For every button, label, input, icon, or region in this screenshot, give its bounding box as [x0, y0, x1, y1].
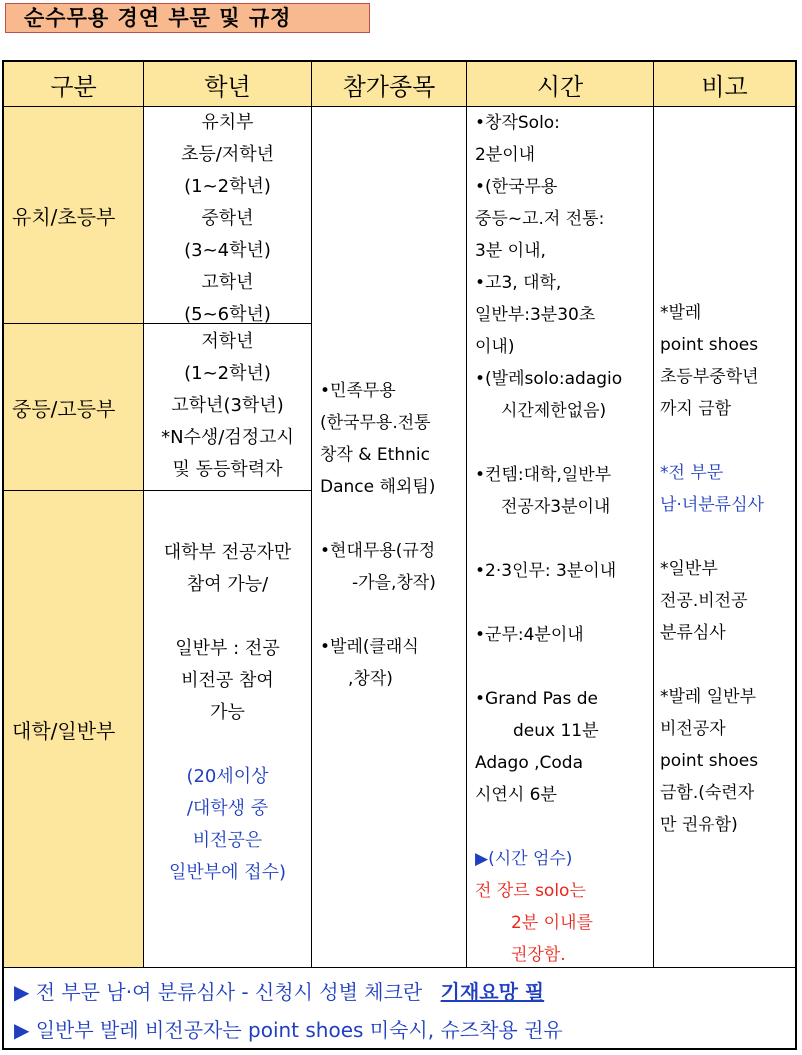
time-line: •군무:4분이내	[475, 625, 584, 645]
time-line: 중등~고.저 전통:	[475, 209, 605, 229]
grade-line	[144, 601, 311, 633]
grade-line: 유치부	[201, 112, 254, 133]
time-cell	[467, 107, 654, 968]
header-division: 구분	[4, 62, 144, 107]
note-required-emphasis: 기재요망 필	[440, 980, 545, 1004]
remark-line: 전공.비전공	[660, 591, 748, 611]
time-line	[475, 427, 653, 459]
time-line: 일반부:3분30초	[475, 305, 596, 325]
time-line: 전공자3분이내	[501, 497, 611, 517]
remark-line: 남·녀분류심사	[660, 495, 764, 515]
category-elementary: 유치/초등부	[4, 107, 144, 324]
events-cell	[312, 107, 467, 968]
grade-line: 일반부 : 전공	[175, 638, 280, 659]
header-remarks: 비고	[654, 62, 795, 107]
time-line: •(발레solo:adagio	[475, 369, 623, 389]
header-event: 참가종목	[312, 62, 467, 107]
note-pointe-shoes: ▶ 일반부 발레 비전공자는 point shoes 미숙시, 슈즈착용 권유	[14, 1018, 563, 1042]
time-strict-label: ▶(시간 엄수)	[475, 849, 573, 869]
time-line: •고3, 대학,	[475, 273, 562, 293]
time-line: deux 11분	[513, 721, 599, 741]
note-gender-text: ▶ 전 부문 남·여 분류심사 - 신청시 성별 체크란	[14, 980, 423, 1004]
remark-line: *일반부	[660, 559, 718, 579]
time-line: 3분 이내,	[475, 241, 546, 261]
grade-line: 대학부 전공자만	[163, 542, 292, 563]
grade-line: (5~6학년)	[184, 304, 271, 325]
header-time: 시간	[467, 62, 654, 107]
note-gender-review	[14, 976, 544, 1005]
grade-line: (1~2학년)	[184, 363, 271, 384]
grade-line: 및 동등학력자	[172, 459, 283, 480]
grade-secondary	[144, 324, 312, 491]
remark-line: 까지 금함	[660, 399, 732, 419]
remark-line: 비전공자	[660, 719, 726, 739]
grade-note-line: (20세이상	[186, 766, 269, 787]
time-recommend-line: 2분 이내를	[511, 913, 593, 933]
footer-notes	[2, 968, 797, 1050]
time-line: 2분이내	[475, 145, 536, 165]
time-line: •Grand Pas de	[475, 689, 598, 709]
grade-line: 가능	[210, 702, 245, 723]
grade-line: 고학년	[201, 272, 254, 293]
grade-line	[144, 729, 311, 761]
grade-line: 중학년	[201, 208, 254, 229]
grade-university	[144, 491, 312, 968]
time-line	[475, 651, 653, 683]
event-line: 창작 & Ethnic	[320, 445, 430, 465]
category-university: 대학/일반부	[4, 491, 144, 968]
event-line: Dance 해외팀)	[320, 477, 436, 497]
grade-note-line: 비전공은	[192, 830, 263, 851]
event-line: (한국무용.전통	[320, 413, 431, 433]
time-line: 이내)	[475, 337, 515, 357]
grade-elementary	[144, 107, 312, 324]
page-title: 순수무용 경연 부문 및 규정	[5, 3, 370, 33]
event-line	[320, 599, 466, 631]
remark-line: 만 권유함)	[660, 815, 738, 835]
header-grade: 학년	[144, 62, 312, 107]
time-line: •2·3인무: 3분이내	[475, 561, 617, 581]
time-line: 시연시 6분	[475, 785, 557, 805]
grade-line: (3~4학년)	[184, 240, 271, 261]
grade-line: 고학년(3학년)	[171, 395, 284, 416]
time-line: 시간제한없음)	[501, 401, 607, 421]
time-line	[475, 587, 653, 619]
remark-line: point shoes	[660, 335, 759, 355]
time-recommend-line: 전 장르 solo는	[475, 881, 586, 901]
event-line: -가을,창작)	[352, 573, 436, 593]
grade-note-line: /대학생 중	[186, 798, 269, 819]
event-line	[320, 503, 466, 535]
remark-line: *전 부문	[660, 463, 724, 483]
time-line: •(한국무용	[475, 177, 558, 197]
event-line: ,창작)	[348, 669, 393, 689]
grade-line: 초등/저학년	[180, 144, 274, 165]
grade-line: 저학년	[201, 331, 254, 352]
remark-line: 금함.(숙련자	[660, 783, 755, 803]
time-line	[475, 811, 653, 843]
time-line: •컨템:대학,일반부	[475, 465, 612, 485]
grade-line: 비전공 참여	[181, 670, 274, 691]
remark-line: *발레	[660, 303, 702, 323]
grade-note-line: 일반부에 접수)	[168, 862, 287, 883]
event-line: •발레(클래식	[320, 637, 419, 657]
grade-line: *N수생/검정고시	[161, 427, 294, 448]
grade-line: (1~2학년)	[184, 176, 271, 197]
event-line: •현대무용(규정	[320, 541, 436, 561]
time-recommend-line: 권장함.	[511, 945, 566, 965]
remark-line: *발레 일반부	[660, 687, 757, 707]
rules-table	[2, 60, 797, 1050]
remark-line: 분류심사	[660, 623, 726, 643]
event-line: •민족무용	[320, 381, 396, 401]
grade-line: 참여 가능/	[186, 574, 269, 595]
remark-line: point shoes	[660, 751, 759, 771]
time-line: Adago ,Coda	[475, 753, 584, 773]
time-line: •창작Solo:	[475, 113, 560, 133]
time-line	[475, 523, 653, 555]
remarks-cell	[654, 107, 795, 968]
category-secondary: 중등/고등부	[4, 324, 144, 491]
remark-line: 초등부중학년	[660, 367, 759, 387]
